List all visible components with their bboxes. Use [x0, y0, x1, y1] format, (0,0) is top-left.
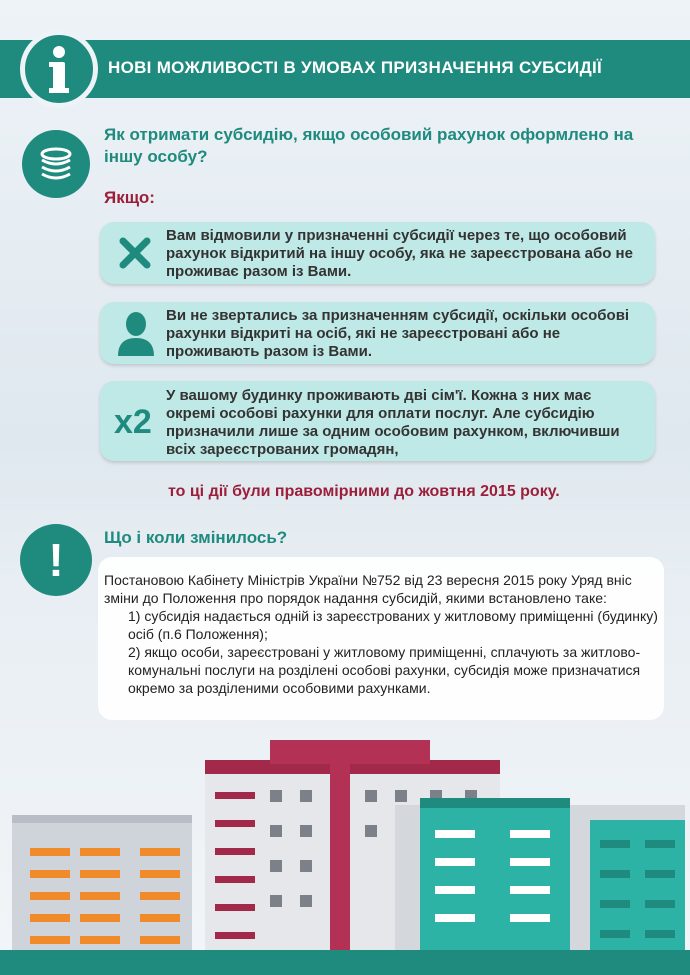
condition-card-3 — [100, 381, 655, 461]
x2-icon: x2 — [114, 403, 152, 441]
page-title: НОВІ МОЖЛИВОСТІ В УМОВАХ ПРИЗНАЧЕННЯ СУБСИДІЇ — [108, 58, 602, 77]
condition-text-1: Вам відмовили у призначенні субсидії через те, що особовий рахунок відкритий на іншу особу, яка не зареєстрована або не проживає разом із Вами. — [166, 227, 633, 280]
person-icon — [118, 310, 154, 361]
condition-card-2 — [100, 302, 655, 364]
exclamation-glyph: ! — [48, 534, 64, 586]
condition-card-1 — [100, 222, 655, 284]
cross-icon — [118, 236, 152, 275]
condition-text-3: У вашому будинку проживають дві сім'ї. Кожна з них має окремі особові рахунки для оплати послуг. Але субсидію призначили лише за одним особовим рахунком, включивши всіх зареєстрованих громадян, — [166, 387, 620, 458]
question-title: Як отримати субсидію, якщо особовий рахунок оформлено на іншу особу? — [104, 125, 634, 166]
section-title: Що і коли змінилось? — [104, 528, 288, 547]
conclusion-text: то ці дії були правомірними до жовтня 2015 року. — [168, 483, 560, 500]
resolution-paragraph: Постановою Кабінету Міністрів України №752 від 23 вересня 2015 року Уряд вніс зміни до Положення про порядок надання субсидій, якими встановлено таке: — [104, 572, 632, 606]
rule-item-2: 2) якщо особи, зареєстровані у житловому приміщенні, сплачують за житлово-комунальні послуги на розділені особові рахунки, субсидія може призначатися окремо за розділеними особовими рахунками. — [128, 644, 641, 696]
exclamation-icon — [20, 524, 92, 596]
info-box — [98, 557, 664, 720]
rule-item-1: 1) субсидія надається одній із зареєстрованих у житловому приміщенні (будинку) осіб (п.6 Положення); — [128, 608, 658, 642]
buildings-illustration — [0, 730, 690, 955]
if-label: Якщо: — [104, 188, 155, 207]
coins-icon — [22, 130, 90, 198]
condition-text-2: Ви не звертались за призначенням субсидії, оскільки особові рахунки відкриті на осіб, які не зареєстровані або не проживають разом із Вами. — [166, 307, 630, 360]
info-icon — [20, 30, 98, 108]
footer-bar — [0, 950, 690, 975]
